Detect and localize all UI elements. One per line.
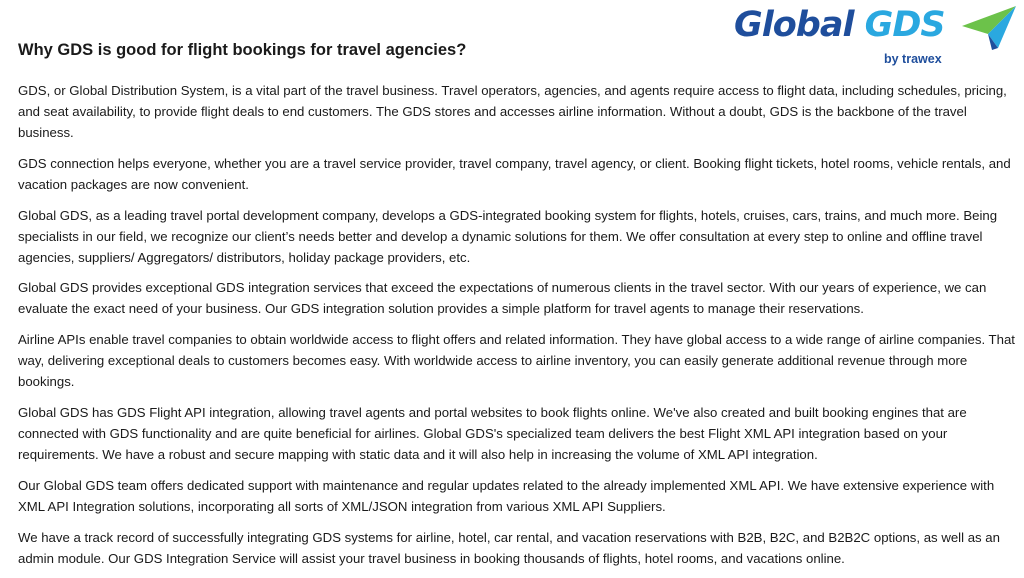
logo-word-gds: GDS (864, 5, 945, 45)
global-gds-logo (730, 2, 1020, 70)
paragraph-airline-apis: Airline APIs enable travel companies to obtain worldwide access to flight offers and related information. They have global access to a wide range of airline companies. That way, delivering exceptional deals to customers becomes easy. With worldwide access to airline inventory, you can easily generate additional revenue through more bookings. (18, 332, 1015, 390)
logo-word-global: Global (734, 5, 854, 45)
paragraph-support: Our Global GDS team offers dedicated support with maintenance and regular updates related to the already implemented XML API. We have extensive experience with XML API Integration solutions, incorporating all sorts of XML/JSON integration from various XML API Suppliers. (18, 477, 995, 514)
paper-plane-icon (960, 4, 1018, 52)
paragraph-flight-api: Global GDS has GDS Flight API integration, allowing travel agents and portal websites to book flights online. We've also created and built booking engines that are connected with GDS functionality and are quite beneficial for airlines. Global GDS's specialized team delivers the best Flight XML API integration based on your requirements. We have a robust and secure mapping with static data and it will also help in increasing the volume of XML API integration. (18, 404, 967, 462)
paragraph-gds-definition: GDS, or Global Distribution System, is a vital part of the travel business. Travel operators, agencies, and agents require access to flight data, including schedules, pricing, and seat availability, to provide flight deals to end customers. The GDS stores and accesses airline information. Without a doubt, GDS is the backbone of the travel business. (18, 83, 1007, 140)
paragraph-integration-services: Global GDS provides exceptional GDS integration services that exceed the expectations of numerous clients in the travel sector. With our years of experience, we can evaluate the exact need of your business. Our GDS integration solution provides a simple platform for travel agents to manage their reservations. (18, 280, 987, 317)
logo-byline: by trawex (884, 52, 942, 66)
paragraph-portal-development: Global GDS, as a leading travel portal development company, develops a GDS-integrated booking system for flights, hotels, cruises, cars, trains, and much more. Being specialists in our field, we recognize our client’s needs better and develop a dynamic solutions for them. We offer consultation at every step to online and offline travel agencies, suppliers/ Aggregators/ distributors, holiday package providers, etc. (18, 207, 998, 265)
paragraph-gds-connection: GDS connection helps everyone, whether you are a travel service provider, travel company, travel agency, or client. Booking flight tickets, hotel rooms, vehicle rentals, and vacation packages are now convenient. (18, 155, 1011, 192)
paragraph-track-record: We have a track record of successfully integrating GDS systems for airline, hotel, car rental, and vacation reservations with B2B, B2C, and B2B2C options, as well as an admin module. Our GDS Integration Service will assist your travel business in booking thousands of flights, hotel rooms, and vacations online. (18, 529, 1000, 566)
slide-title: Why GDS is good for flight bookings for travel agencies? (18, 41, 467, 59)
body-text (18, 80, 1018, 578)
logo-wordmark (734, 5, 945, 45)
